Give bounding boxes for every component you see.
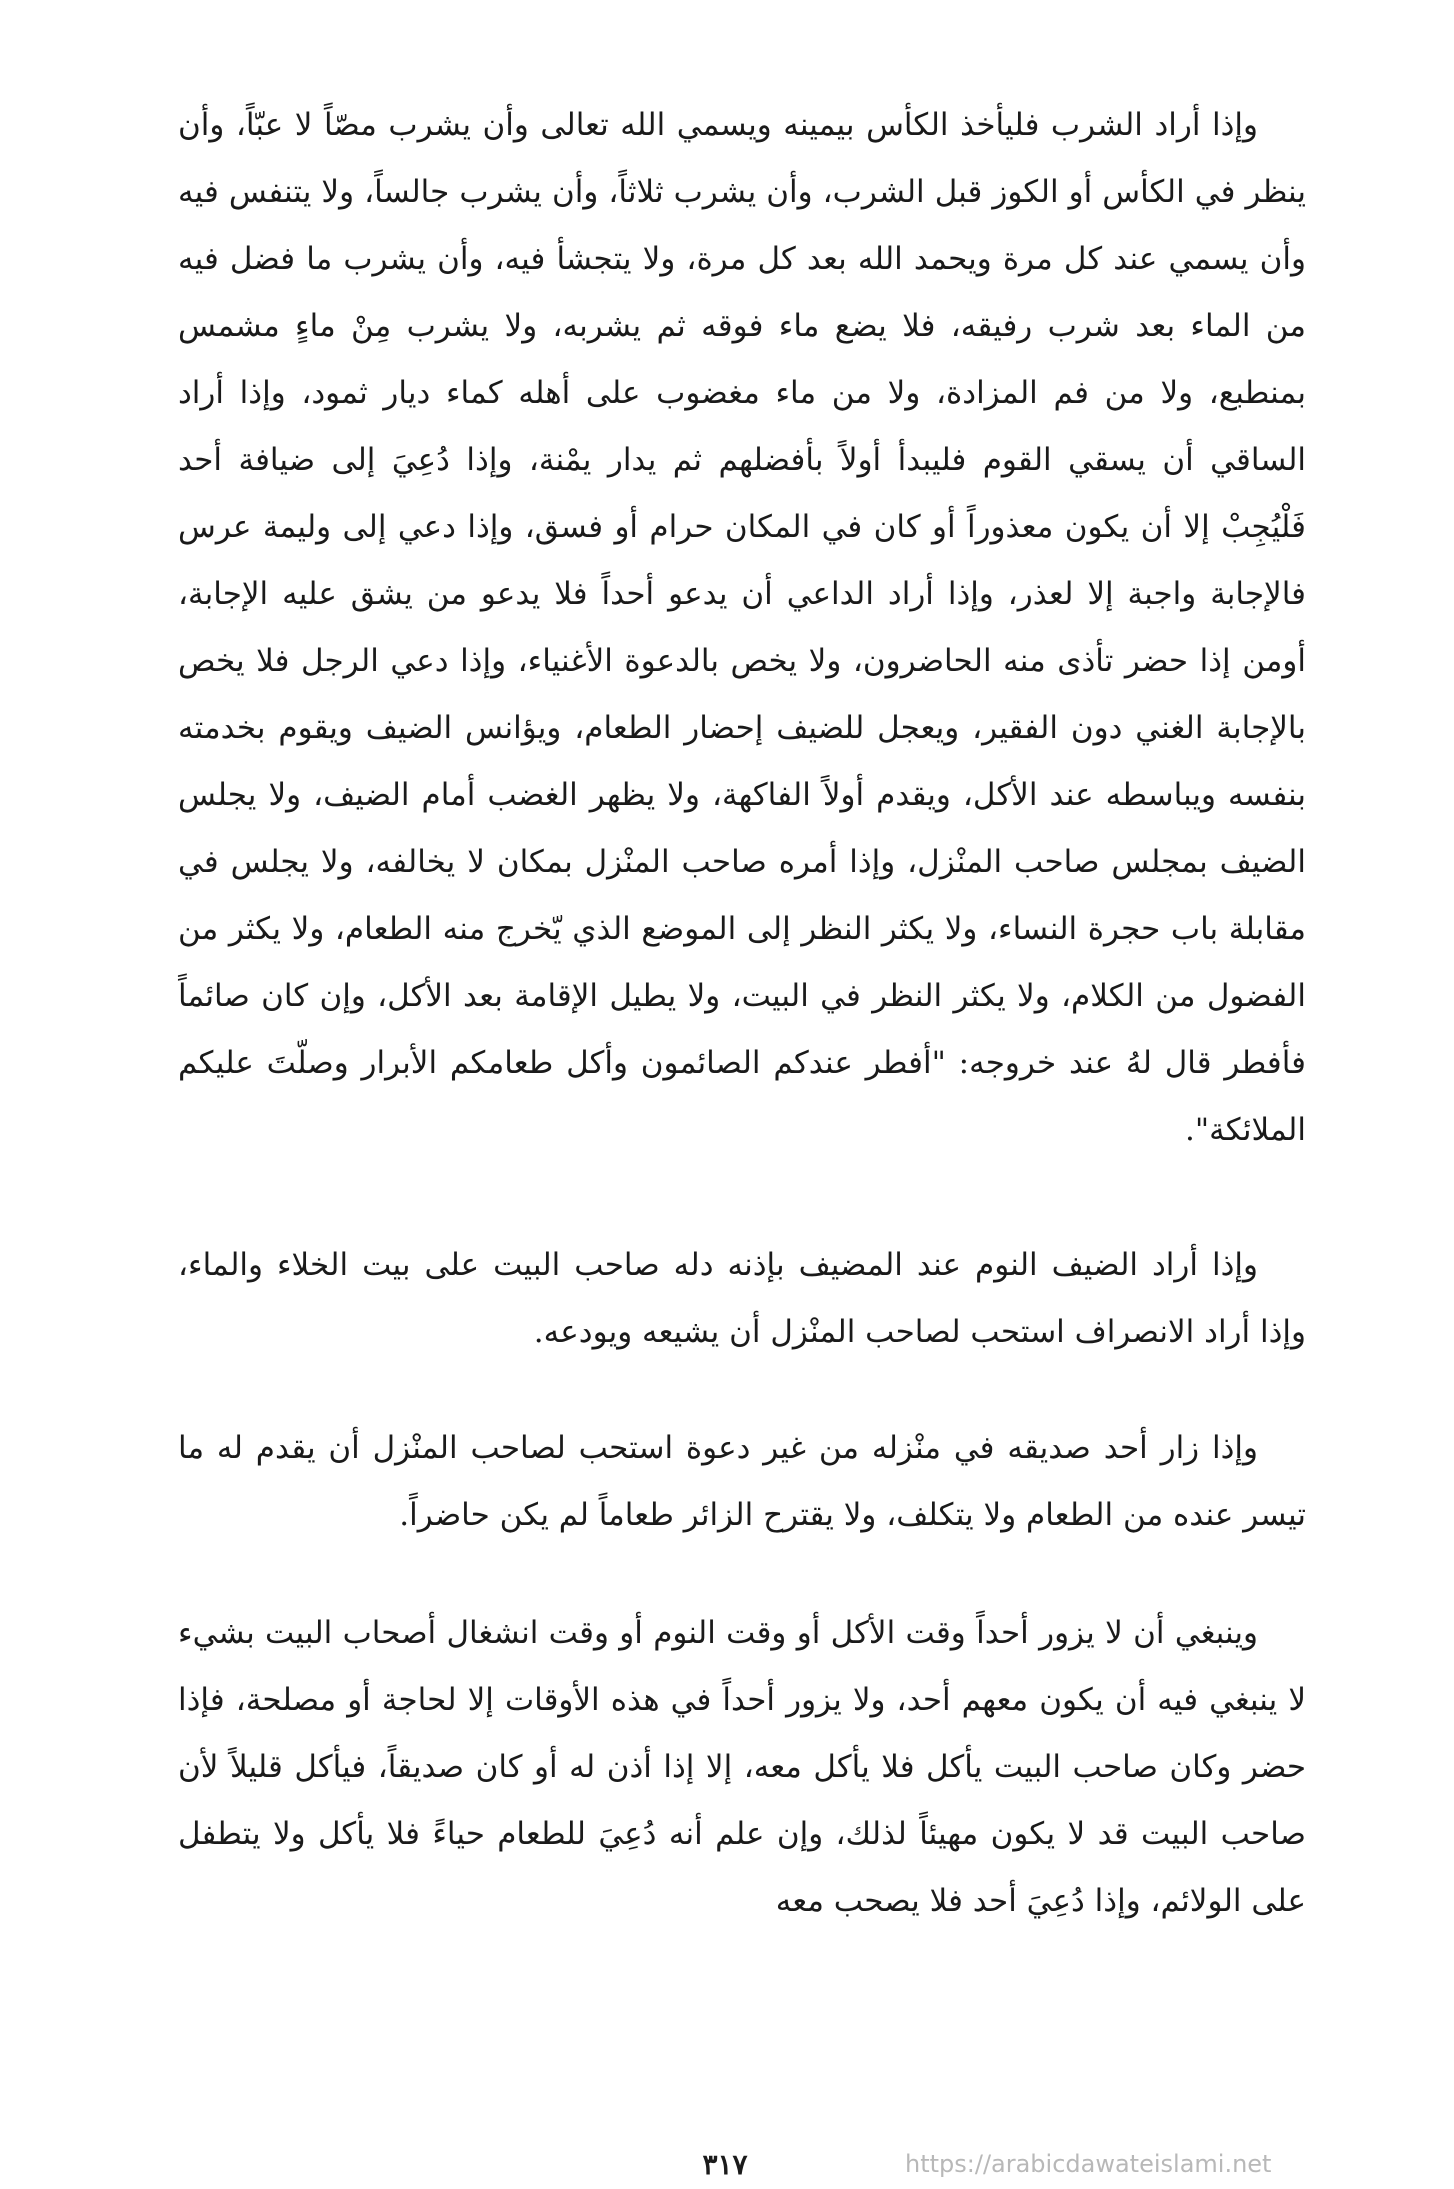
body-paragraph	[178, 1415, 1306, 1549]
paragraph-text: وإذا زار أحد صديقه في منْزله من غير دعوة استحب لصاحب المنْزل أن يقدم له ما تيسر عنده من الطعام ولا يتكلف، ولا يقترح الزائر طعاماً لم يكن حاضراً.	[178, 1430, 1306, 1533]
paragraph-text: وإذا أراد الضيف النوم عند المضيف بإذنه دله صاحب البيت على بيت الخلاء والماء، وإذا أراد الانصراف استحب لصاحب المنْزل أن يشيعه ويودعه.	[178, 1247, 1306, 1350]
body-paragraph	[178, 92, 1306, 1164]
paragraph-text: وإذا أراد الشرب فليأخذ الكأس بيمينه ويسمي الله تعالى وأن يشرب مصّاً لا عبّاً، وأن ينظر في الكأس أو الكوز قبل الشرب، وأن يشرب ثلاثاً، وأن يشرب جالساً، ولا يتنفس فيه وأن يسمي عند كل مرة ويحمد الله بعد كل مرة، ولا يتجشأ فيه، وأن يشرب ما فضل فيه من الماء بعد شرب رفيقه، فلا يضع ماء فوقه ثم يشربه، ولا يشرب مِنْ ماءٍ مشمس بمنطبع، ولا من فم المزادة، ولا من ماء مغضوب على أهله كماء ديار ثمود، وإذا أراد الساقي أن يسقي القوم فليبدأ أولاً بأفضلهم ثم يدار يمْنة، وإذا دُعِيَ إلى ضيافة أحد فَلْيُجِبْ إلا أن يكون معذوراً أو كان في المكان حرام أو فسق، وإذا دعي إلى وليمة عرس فالإجابة واجبة إلا لعذر، وإذا أراد الداعي أن يدعو أحداً فلا يدعو من يشق عليه الإجابة، أومن إذا حضر تأذى منه الحاضرون، ولا يخص بالدعوة الأغنياء، وإذا دعي الرجل فلا يخص بالإجابة الغني دون الفقير، ويعجل للضيف إحضار الطعام، ويؤانس الضيف ويقوم بخدمته بنفسه ويباسطه عند الأكل، ويقدم أولاً الفاكهة، ولا يظهر الغضب أمام الضيف، ولا يجلس الضيف بمجلس صاحب المنْزل، وإذا أمره صاحب المنْزل بمكان لا يخالفه، ولا يجلس في مقابلة باب حجرة النساء، ولا يكثر النظر إلى الموضع الذي يّخرج منه الطعام، ولا يكثر من الفضول من الكلام، ولا يكثر النظر في البيت، ولا يطيل الإقامة بعد الأكل، وإن كان صائماً فأفطر قال لهُ عند خروجه: "أفطر عندكم الصائمون وأكل طعامكم الأبرار وصلّتَ عليكم الملائكة".	[178, 107, 1306, 1148]
body-paragraph	[178, 1232, 1306, 1366]
page-number: ٣١٧	[702, 2148, 748, 2181]
paragraph-text: وينبغي أن لا يزور أحداً وقت الأكل أو وقت النوم أو وقت انشغال أصحاب البيت بشيء لا ينبغي فيه أن يكون معهم أحد، ولا يزور أحداً في هذه الأوقات إلا لحاجة أو مصلحة، فإذا حضر وكان صاحب البيت يأكل فلا يأكل معه، إلا إذا أذن له أو كان صديقاً، فيأكل قليلاً لأن صاحب البيت قد لا يكون مهيئاً لذلك، وإن علم أنه دُعِيَ للطعام حياءً فلا يأكل ولا يتطفل على الولائم، وإذا دُعِيَ أحد فلا يصحب معه	[178, 1615, 1306, 1919]
body-paragraph	[178, 1600, 1306, 1935]
watermark-url: https://arabicdawateislami.net	[905, 2150, 1272, 2178]
